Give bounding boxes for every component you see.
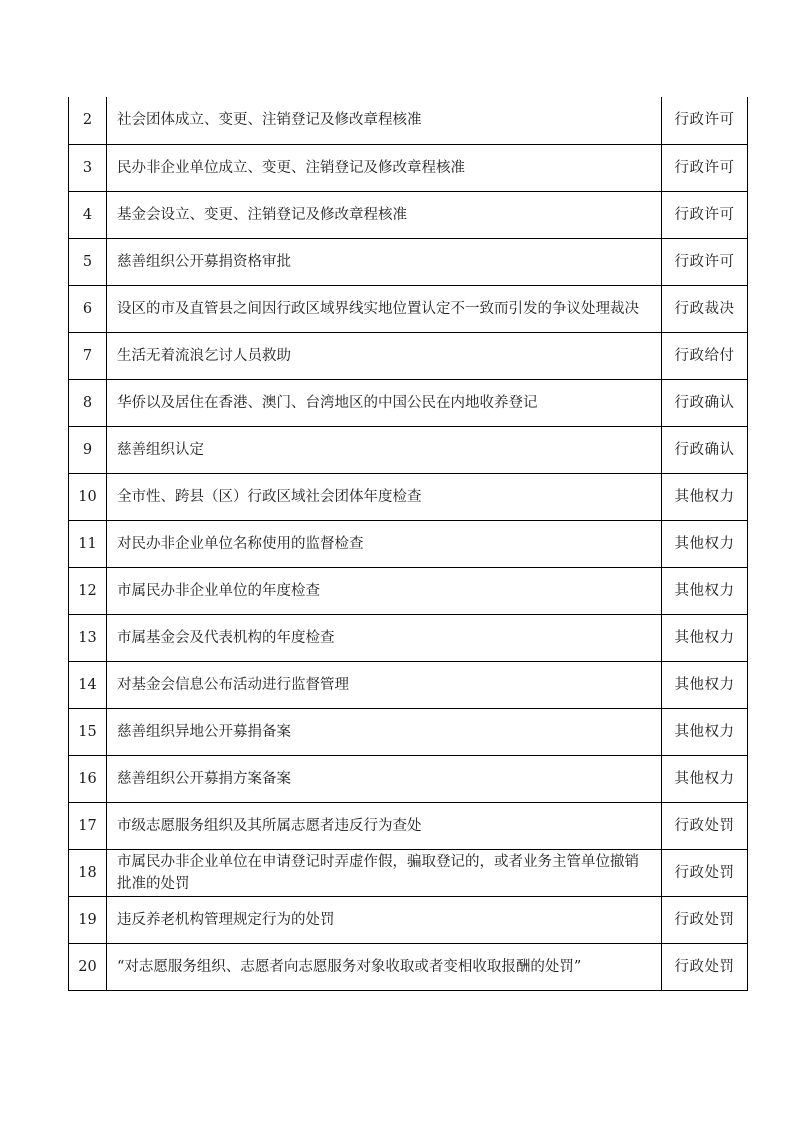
item-name: 社会团体成立、变更、注销登记及修改章程核准 [107, 97, 662, 144]
item-name: 慈善组织认定 [107, 426, 662, 473]
row-number: 14 [69, 661, 107, 708]
power-type: 其他权力 [662, 567, 748, 614]
row-number: 12 [69, 567, 107, 614]
item-name: 基金会设立、变更、注销登记及修改章程核准 [107, 191, 662, 238]
row-number: 8 [69, 379, 107, 426]
row-number: 17 [69, 802, 107, 849]
item-name: 违反养老机构管理规定行为的处罚 [107, 896, 662, 943]
power-type: 行政确认 [662, 426, 748, 473]
table-row [69, 520, 748, 567]
table-row [69, 708, 748, 755]
row-number: 3 [69, 144, 107, 191]
row-number: 13 [69, 614, 107, 661]
row-number: 9 [69, 426, 107, 473]
table-row [69, 379, 748, 426]
row-number: 19 [69, 896, 107, 943]
power-type: 行政裁决 [662, 285, 748, 332]
table-row [69, 144, 748, 191]
power-type: 行政处罚 [662, 849, 748, 896]
item-name: 全市性、跨县（区）行政区域社会团体年度检查 [107, 473, 662, 520]
row-number: 18 [69, 849, 107, 896]
item-name: 对基金会信息公布活动进行监督管理 [107, 661, 662, 708]
row-number: 15 [69, 708, 107, 755]
item-name: 生活无着流浪乞讨人员救助 [107, 332, 662, 379]
table-row [69, 332, 748, 379]
row-number: 6 [69, 285, 107, 332]
table-row [69, 849, 748, 896]
item-name: 民办非企业单位成立、变更、注销登记及修改章程核准 [107, 144, 662, 191]
item-name: 市属基金会及代表机构的年度检查 [107, 614, 662, 661]
row-number: 16 [69, 755, 107, 802]
table-row [69, 426, 748, 473]
row-number: 2 [69, 97, 107, 144]
item-name: 慈善组织公开募捐资格审批 [107, 238, 662, 285]
item-name: 市属民办非企业单位在申请登记时弄虚作假，骗取登记的，或者业务主管单位撤销批准的处罚 [107, 849, 662, 896]
row-number: 20 [69, 943, 107, 990]
power-type: 行政处罚 [662, 802, 748, 849]
row-number: 5 [69, 238, 107, 285]
power-type: 其他权力 [662, 708, 748, 755]
power-type: 行政确认 [662, 379, 748, 426]
power-type: 行政许可 [662, 97, 748, 144]
item-name: 市属民办非企业单位的年度检查 [107, 567, 662, 614]
power-type: 行政给付 [662, 332, 748, 379]
item-name: 市级志愿服务组织及其所属志愿者违反行为查处 [107, 802, 662, 849]
table-row [69, 191, 748, 238]
table-row [69, 943, 748, 990]
table-row [69, 896, 748, 943]
power-type: 其他权力 [662, 473, 748, 520]
table-row [69, 97, 748, 144]
table-row [69, 238, 748, 285]
item-name: 对民办非企业单位名称使用的监督检查 [107, 520, 662, 567]
row-number: 4 [69, 191, 107, 238]
power-type: 行政处罚 [662, 943, 748, 990]
power-type: 行政许可 [662, 191, 748, 238]
table-row [69, 285, 748, 332]
table-row [69, 473, 748, 520]
table-row [69, 614, 748, 661]
power-list-table [68, 97, 748, 991]
row-number: 10 [69, 473, 107, 520]
power-type: 行政处罚 [662, 896, 748, 943]
power-type: 其他权力 [662, 614, 748, 661]
power-type: 其他权力 [662, 520, 748, 567]
row-number: 11 [69, 520, 107, 567]
power-type: 其他权力 [662, 661, 748, 708]
item-name: “对志愿服务组织、志愿者向志愿服务对象收取或者变相收取报酬的处罚” [107, 943, 662, 990]
power-type: 行政许可 [662, 144, 748, 191]
item-name: 华侨以及居住在香港、澳门、台湾地区的中国公民在内地收养登记 [107, 379, 662, 426]
power-type: 行政许可 [662, 238, 748, 285]
table-row [69, 755, 748, 802]
table-row [69, 567, 748, 614]
table-row [69, 661, 748, 708]
item-name: 慈善组织异地公开募捐备案 [107, 708, 662, 755]
power-type: 其他权力 [662, 755, 748, 802]
table-body [69, 97, 748, 990]
item-name: 设区的市及直管县之间因行政区域界线实地位置认定不一致而引发的争议处理裁决 [107, 285, 662, 332]
table-row [69, 802, 748, 849]
row-number: 7 [69, 332, 107, 379]
item-name: 慈善组织公开募捐方案备案 [107, 755, 662, 802]
